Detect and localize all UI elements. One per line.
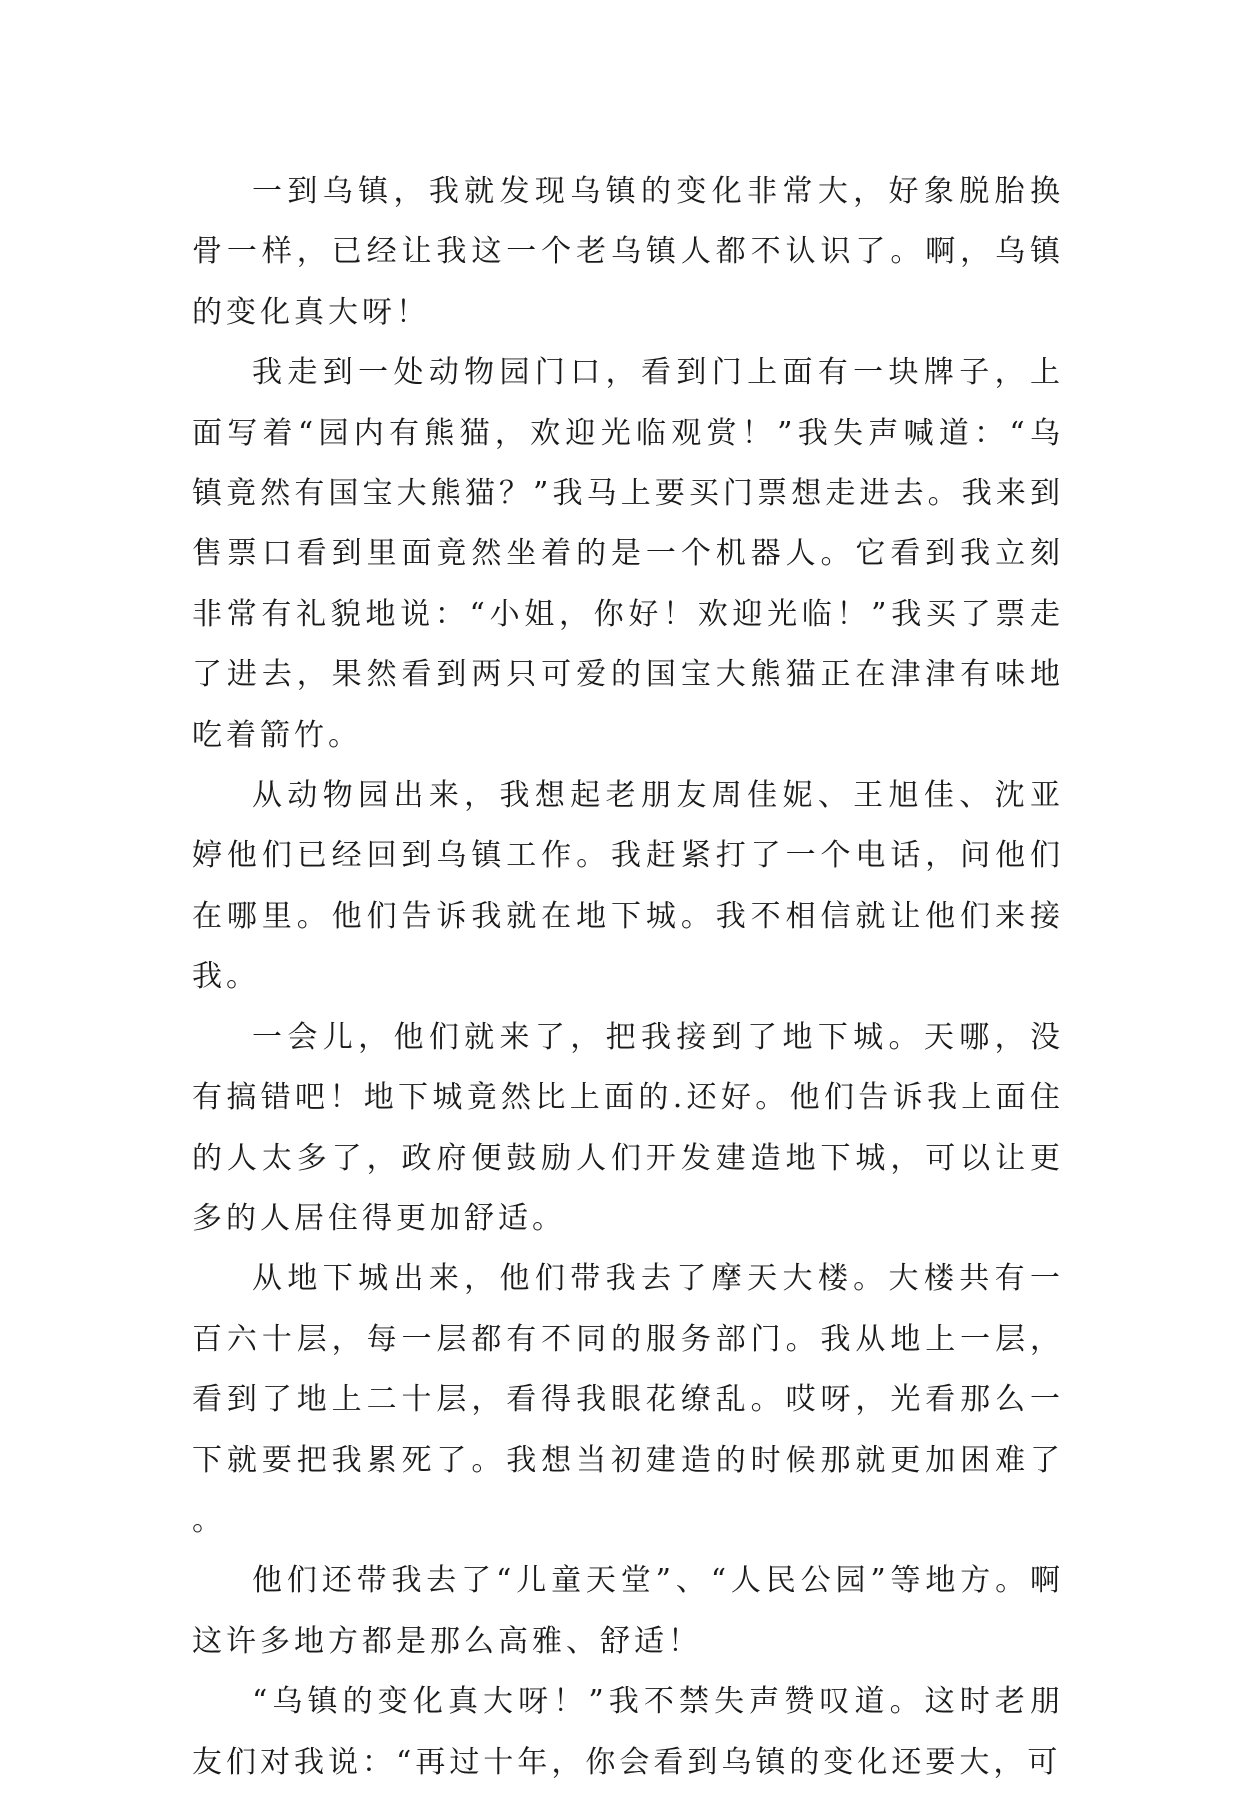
paragraph: 我走到一处动物园门口，看到门上面有一块牌子，上面写着“园内有熊猫，欢迎光临观赏！”我失声喊道：“乌镇竟然有国宝大熊猫？”我马上要买门票想走进去。我来到售票口看到里面竟然坐着的是一个机器人。它看到我立刻非常有礼貌地说：“小姐，你好！欢迎光临！”我买了票走了进去，果然看到两只可爱的国宝大熊猫正在津津有味地吃着箭竹。: [192, 355, 1064, 753]
paragraph: 从动物园出来，我想起老朋友周佳妮、王旭佳、沈亚婷他们已经回到乌镇工作。我赶紧打了一个电话，问他们在哪里。他们告诉我就在地下城。我不相信就让他们来接我。: [192, 778, 1064, 995]
paragraph: “乌镇的变化真大呀！”我不禁失声赞叹道。这时老朋友们对我说：“再过十年，你会看到乌镇的变化还要大，可: [192, 1684, 1064, 1780]
paragraph: 他们还带我去了“儿童天堂”、“人民公园”等地方。啊这许多地方都是那么高雅、舒适！: [192, 1563, 1064, 1659]
paragraph: 一会儿，他们就来了，把我接到了地下城。天哪，没有搞错吧！地下城竟然比上面的.还好。他们告诉我上面住的人太多了，政府便鼓励人们开发建造地下城，可以让更多的人居住得更加舒适。: [192, 1019, 1064, 1236]
paragraph: 一到乌镇，我就发现乌镇的变化非常大，好象脱胎换骨一样，已经让我这一个老乌镇人都不认识了。啊，乌镇的变化真大呀！: [192, 174, 1064, 330]
paragraph: 从地下城出来，他们带我去了摩天大楼。大楼共有一百六十层，每一层都有不同的服务部门。我从地上一层，看到了地上二十层，看得我眼花缭乱。哎呀，光看那么一下就要把我累死了。我想当初建造的时候那就更加困难了。: [192, 1261, 1064, 1538]
document-body: [192, 162, 1064, 1793]
